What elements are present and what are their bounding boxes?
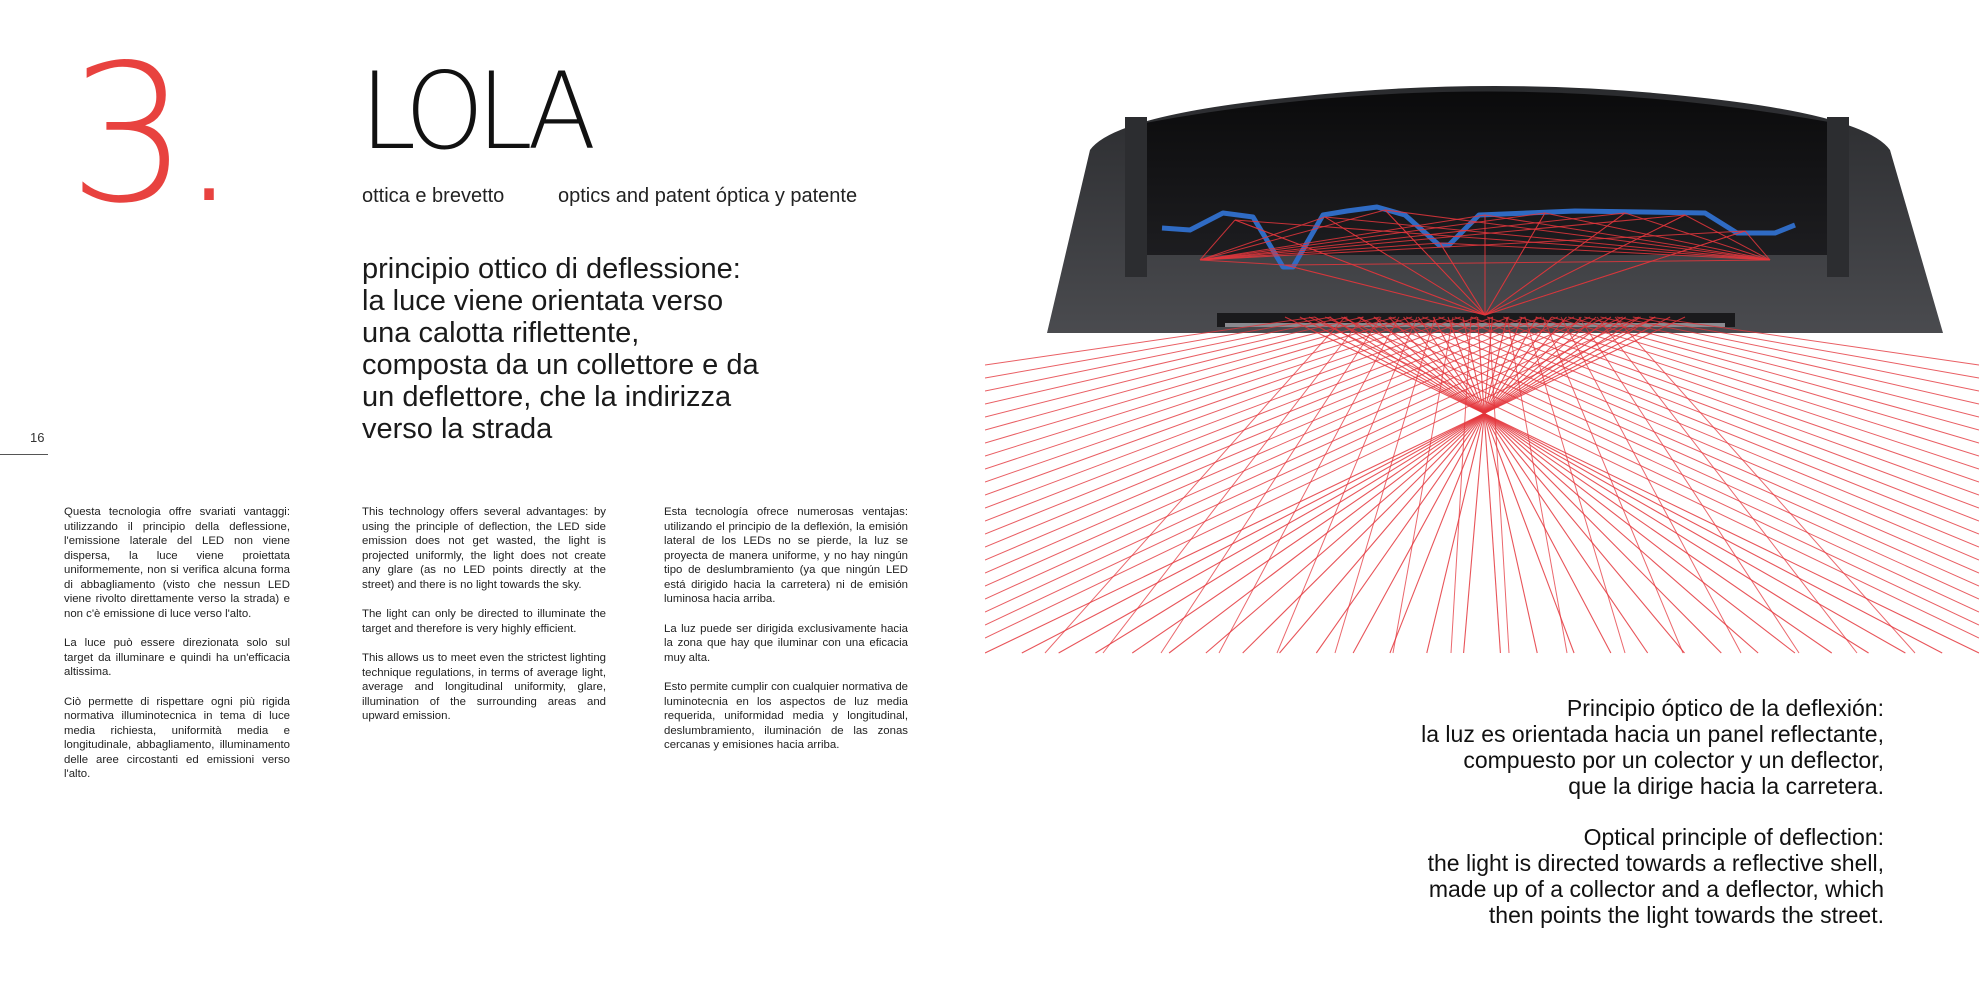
light-ray xyxy=(1393,317,1453,653)
subtitle-italian: ottica e brevetto xyxy=(362,185,505,207)
light-ray xyxy=(985,317,1396,430)
paragraph: This allows us to meet even the strictest lighting technique regulations, in terms of average light, average and longitudinal uniformity, glare, illumination of the surrounding areas and upward emission. xyxy=(362,652,606,722)
body-column-spanish xyxy=(664,505,908,768)
light-ray xyxy=(985,317,1542,547)
light-ray xyxy=(1519,317,1979,469)
light-ray xyxy=(1359,317,1795,653)
headline-italian: principio ottico di deflessione: la luce viene orientata verso una calotta riflettente, composta da un collettore e da un deflettore, che la indirizza verso la strada xyxy=(362,253,759,445)
light-ray xyxy=(1022,317,1670,653)
light-ray xyxy=(1219,317,1399,653)
light-ray xyxy=(1095,317,1640,653)
paragraph: The light can only be directed to illuminate the target and therefore is very highly efficient. xyxy=(362,608,606,635)
paragraph: Ciò permette di rispettare ogni più rigida normativa illuminotecnica in tema di luce media richiesta, uniformità media e longitudinale, abbagliamento, illuminamento delle aree circostanti ed emissioni verso l'alto. xyxy=(64,695,290,780)
section-number: 3. xyxy=(68,24,230,245)
light-ray xyxy=(1045,317,1345,653)
light-ray xyxy=(1358,317,1979,599)
light-ray xyxy=(1277,317,1417,653)
light-ray xyxy=(1103,317,1363,653)
page-number-rule xyxy=(0,454,48,455)
lamp-housing xyxy=(1047,86,1943,333)
paragraph: Questa tecnologia offre svariati vantaggi: utilizzando il principio della deflessione, l'emissione laterale del LED non viene dispersa, la luce viene proiettata uniformemente, non si verifica alcuna forma di abbagliamento (visto che nessun LED viene rivolto direttamente verso la strada) e non c'è emissione di luce verso l'alto. xyxy=(64,506,290,620)
caption-english: Optical principle of deflection: the light is directed towards a reflective shell, made up of a collector and a deflector, which then points the light towards the street. xyxy=(1427,824,1884,928)
light-ray xyxy=(985,317,1525,534)
subtitle-english-spanish: optics and patent óptica y patente xyxy=(558,185,858,207)
light-ray xyxy=(985,317,1590,586)
body-column-english xyxy=(362,505,606,739)
light-ray xyxy=(985,317,1574,573)
paragraph: La luce può essere direzionata solo sul target da illuminare e quindi ha un'efficacia altissima. xyxy=(64,637,290,678)
paragraph: La luz puede ser dirigida exclusivamente hacia la zona que hay que iluminar con una eficacia muy alta. xyxy=(664,622,908,664)
body-column-italian xyxy=(64,505,290,797)
light-ray xyxy=(1161,317,1381,653)
paragraph: Esto permite cumplir con cualquier normativa de luminotecnia en los aspectos de luz media requerida, uniformidad media y longitudinal, deslumbramiento, iluminación de las zonas cercanas y emisiones hacia arriba. xyxy=(664,681,908,751)
light-ray xyxy=(1335,317,1435,653)
light-ray xyxy=(985,317,1445,469)
light-ray xyxy=(1439,317,1979,534)
optics-deflection-diagram xyxy=(985,55,1979,665)
paragraph: Esta tecnología ofrece numerosas ventajas: utilizando el principio de la deflexión, la emisión lateral de los LEDs no se pierde, la luz se proyecta de manera uniforme, y no hay ningún tipo de deslumbramiento (ya que ningún LED está dirigido hacia la carretera) ni de emisión luminosa hacia arriba. xyxy=(664,506,908,605)
light-ray xyxy=(985,317,1461,482)
paragraph: This technology offers several advantages: by using the principle of deflection, the LED side emission does not get wasted, the light is projected uniformly, the light does not create any glare (as no LED points directly at the street) and there is no light towards the sky. xyxy=(362,506,606,591)
product-title: LOLA xyxy=(360,50,589,173)
light-ray xyxy=(1478,317,1501,653)
page-number: 16 xyxy=(30,430,45,445)
light-ray xyxy=(1579,317,1799,653)
caption-spanish: Principio óptico de la deflexión: la luz es orientada hacia un panel reflectante, compuesto por un colector y un deflector, que la dirige hacia la carretera. xyxy=(1421,695,1884,799)
light-ray xyxy=(985,317,1655,638)
light-ray xyxy=(1390,317,1979,573)
light-ray xyxy=(1487,317,1979,495)
